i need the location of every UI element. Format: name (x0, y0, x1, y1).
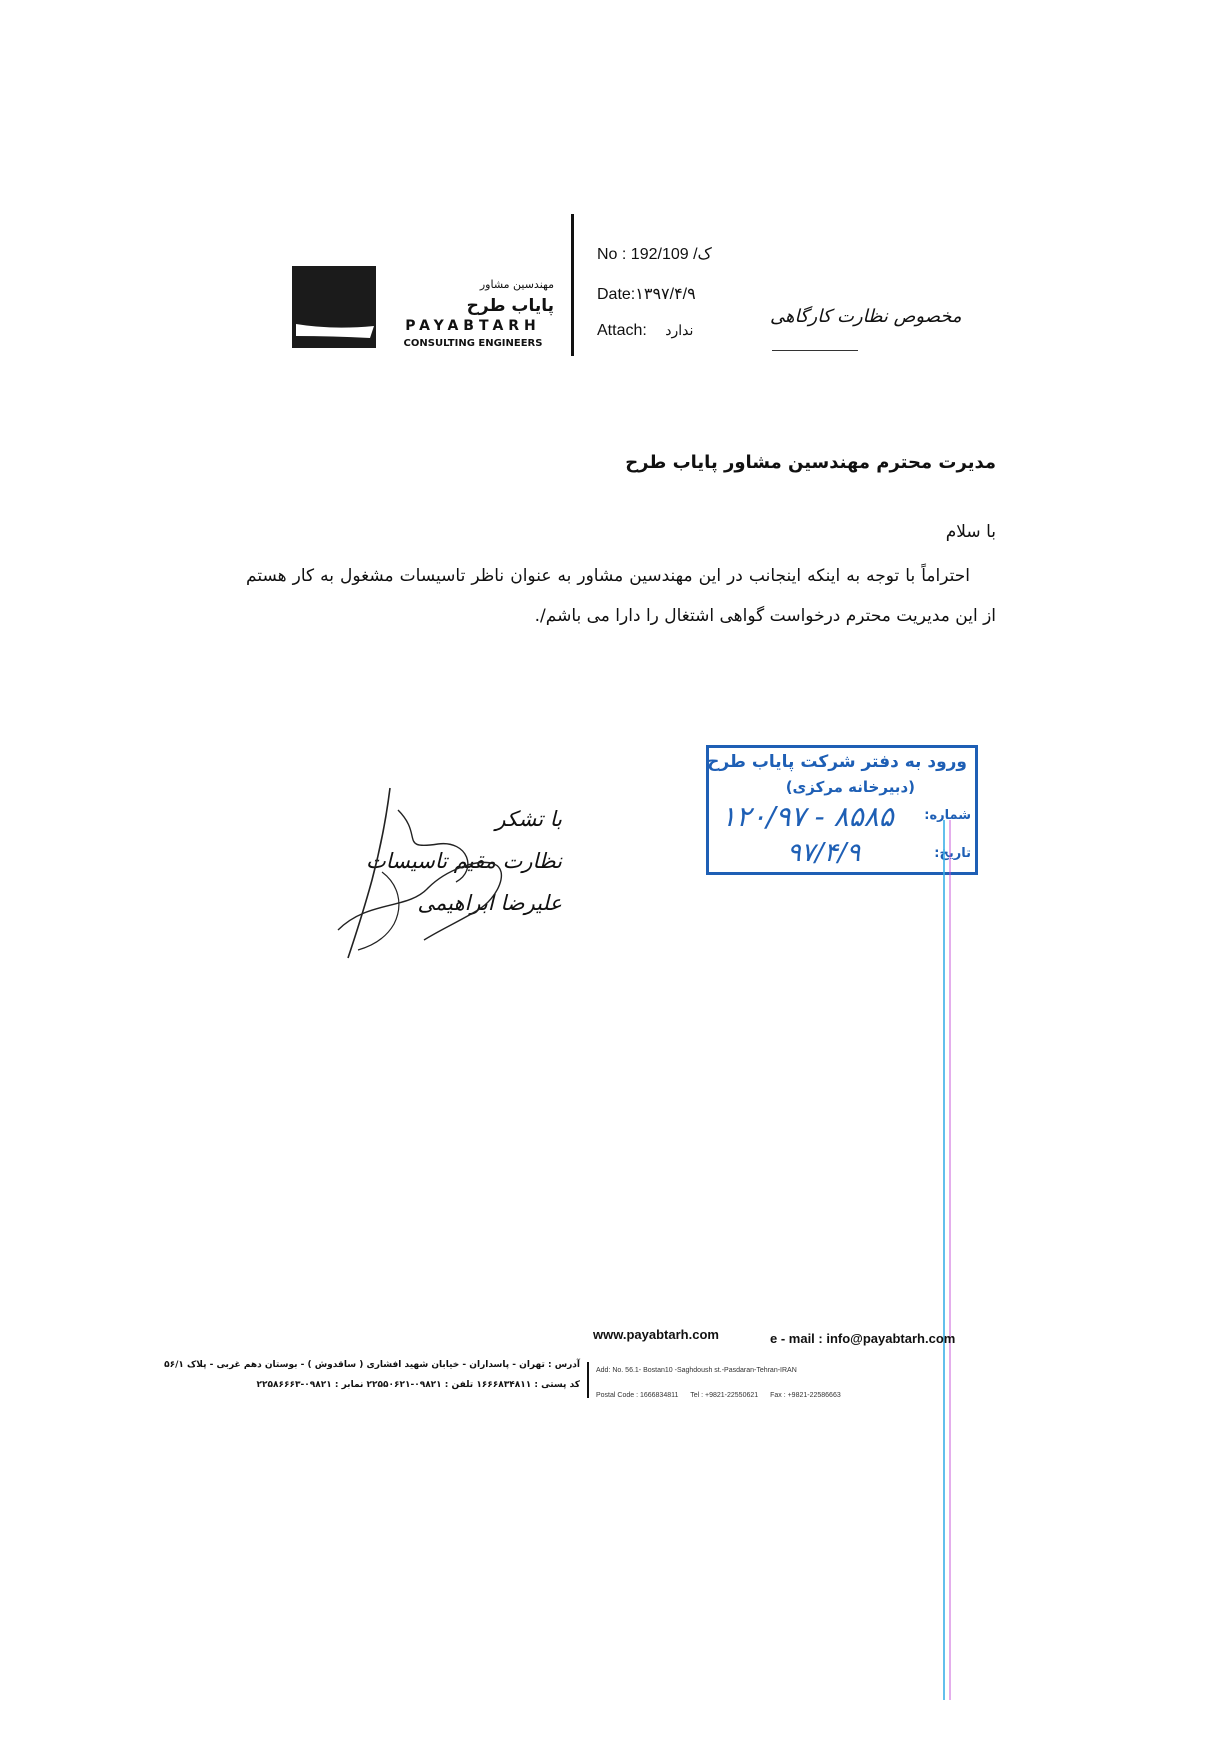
footer-divider (587, 1362, 589, 1398)
letter-addressee: مدیرت محترم مهندسین مشاور پایاب طرح (625, 452, 996, 473)
header-divider (571, 214, 574, 356)
letter-salutation: با سلام (945, 522, 996, 542)
firm-subtitle-en: CONSULTING ENGINEERS (403, 338, 543, 349)
letter-number-value: 192/ک/ 109 (630, 246, 712, 263)
stamp-number-label: شماره: (924, 808, 971, 823)
signature-role: نظارت مقیم تاسیسات (366, 849, 562, 873)
firm-name-fa: پایاب طرح (466, 296, 554, 316)
footer-address-fa: آدرس : تهران - پاسداران - خیابان شهید افشاری ( ساقدوش ) - بوستان دهم غربی - پلاک ۵۶/۱ (164, 1360, 580, 1370)
footer-postal-code: Postal Code : 1666834811 (596, 1392, 679, 1399)
firm-name-fa-small: مهندسین مشاور (479, 278, 554, 291)
letter-body: احتراماً با توجه به اینکه اینجانب در این مهندسین مشاور به عنوان ناظر تاسیسات مشغول به کار هستم از این مدیریت محترم درخواست گواهی اشتغال را دارا می باشم/. (246, 566, 996, 626)
letter-attachment-label: Attach: (597, 322, 647, 339)
stamp-title: ورود به دفتر شرکت پایاب طرح (707, 752, 967, 772)
footer-email: e - mail : info@payabtarh.com (770, 1331, 956, 1346)
footer-contacts-en (596, 1392, 851, 1399)
letter-attachment-value: ندارد (665, 322, 694, 338)
signature-name: علیرضا ابراهیمی (417, 891, 562, 915)
footer-telephone: Tel : +9821-22550621 (690, 1392, 759, 1399)
stamp-number-value: ۱۲۰/۹۷ - ۸۵۸۵ (721, 800, 894, 833)
logo-stroke-icon (292, 266, 376, 348)
signature-closing: با تشکر (495, 807, 562, 831)
footer-fax: Fax : +9821-22586663 (770, 1392, 841, 1399)
confidential-note: مخصوص نظارت کارگاهی (770, 306, 962, 327)
stamp-subtitle: (دبیرخانه مرکزی) (785, 778, 915, 796)
stamp-date-label: تاریخ: (934, 846, 971, 861)
letter-attachment (597, 322, 693, 340)
footer-contacts-fa: کد پستی : ۱۶۶۶۸۳۴۸۱۱ تلفن : ۰۹۸۲۱-۲۲۵۵۰۶۲۱ نمابر : ۰۹۸۲۱-۲۲۵۸۶۶۶۳ (256, 1380, 580, 1390)
footer-website: www.payabtarh.com (593, 1327, 719, 1342)
handwritten-signature (328, 780, 568, 970)
letter-number-label: No : (597, 246, 627, 263)
confidential-underline (772, 350, 858, 351)
letter-number (597, 244, 712, 264)
letter-date-value: ۱۳۹۷/۴/۹ (635, 286, 696, 303)
firm-name-en: PAYABTARH (405, 318, 541, 334)
firm-logo (292, 266, 376, 348)
letter-date (597, 284, 696, 304)
stamp-ink-trail (938, 820, 958, 1720)
footer-address-en: Add: No. 56.1- Bostan10 -Saghdoush st.-Pasdaran-Tehran-IRAN (596, 1367, 797, 1374)
stamp-date-value: ۹۷/۴/۹ (787, 838, 861, 868)
letter-date-label: Date: (597, 286, 636, 303)
